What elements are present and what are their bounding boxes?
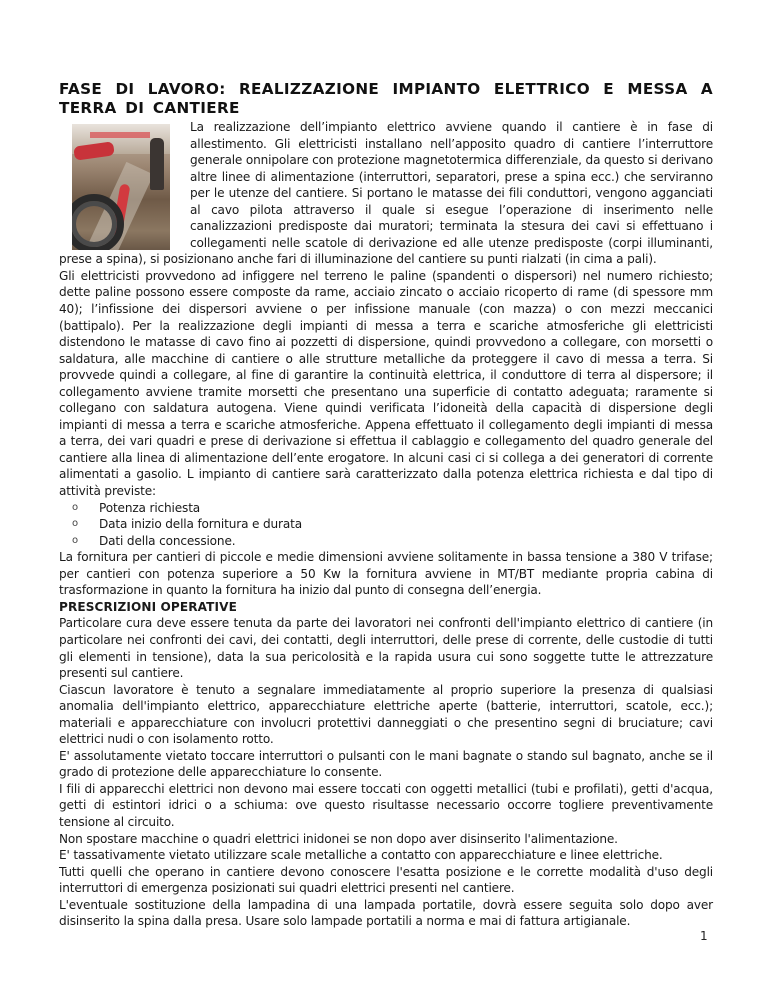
prescription-paragraph: E' tassativamente vietato utilizzare scale metalliche a contatto con apparecchiature e linee elettriche.: [59, 848, 663, 863]
circle-bullet-icon: o: [72, 534, 78, 546]
photo-worker: [150, 138, 164, 190]
prescription-paragraph: Non spostare macchine o quadri elettrici inidonei se non dopo aver disinserito l'alimentazione.: [59, 831, 618, 846]
page-number: 1: [700, 929, 708, 943]
prescription-paragraph: E' assolutamente vietato toccare interruttori o pulsanti con le mani bagnate o stando sul bagnato, anche se il grado di protezione delle apparecchiature lo consente.: [59, 748, 713, 780]
list-item-text: Potenza richiesta: [99, 500, 201, 515]
supply-paragraph: La fornitura per cantieri di piccole e medie dimensioni avviene solitamente in bassa tensione a 380 V trifase; per cantieri con potenza superiore a 50 Kw la fornitura avviene in MT/BT mediante propria cabina di trasformazione in quanto la fornitura ha inizio dal punto di consegna dell’energia.: [59, 550, 713, 598]
grounding-paragraph: Gli elettricisti provvedono ad infiggere nel terreno le paline (spandenti o dispersori) nel numero richiesto; dette paline possono essere composte da rame, acciaio zincato o acciaio ricoperto di rame (di spessore mm 40); l’infissione dei dispersori avviene o per infissione manuale (con mazza) o con mezzi meccanici (battipalo). Per la realizzazione degli impianti di messa a terra e scariche atmosferiche gli elettricisti distendono le matasse di cavo fino ai pozzetti di dispersione, quindi provvedono a collegare, con morsetti o saldatura, alle macchine di cantiere o alle strutture metalliche da proteggere il cavo di messa a terra. Si provvede quindi a collegare, al fine di garantire la continuità elettrica, il conduttore di terra al dispersore; il collegamento avviene tramite morsetti che presentano una superficie di contatto adeguata; raramente si collegano con saldatura autogena. Viene quindi verificata l’idoneità della capacità di dispersione degli impianti di messa a terra e scariche atmosferiche. Appena effettuato il collegamento degli impianti di messa a terra, dei vari quadri e prese di derivazione si effettua il cablaggio e collegamento del quadro generale del cantiere alla linea di alimentazione dell’ente erogatore. In alcuni casi ci si collega a dei generatori di corrente alimentati a gasolio. L impianto di cantiere sarà caratterizzato dalla potenza elettrica richiesta e dal tipo di attività previste:: [59, 268, 713, 499]
circle-bullet-icon: o: [72, 501, 78, 513]
prescription-paragraph: Ciascun lavoratore è tenuto a segnalare immediatamente al proprio superiore la presenza di qualsiasi anomalia dell'impianto elettrico, apparecchiature elettriche aperte (batterie, interruttori, scatole, ecc.); materiali e apparecchiature con involucri protettivi danneggiati o che presentino segni di bruciature; cavi elettrici nudi o con isolamento rotto.: [59, 682, 713, 747]
list-item-text: Data inizio della fornitura e durata: [99, 517, 302, 532]
list-item-text: Dati della concessione.: [99, 533, 236, 548]
document-title: FASE DI LAVORO: REALIZZAZIONE IMPIANTO ELETTRICO E MESSA A TERRA DI CANTIERE: [59, 80, 713, 117]
prescription-paragraph: I fili di apparecchi elettrici non devono mai essere toccati con oggetti metallici (tubi e profilati), getti d'acqua, getti di estintori idrici o a schiuma: ove questo risultasse necessario occorre togliere preventivamente tensione al circuito.: [59, 781, 713, 829]
list-item: [59, 533, 713, 550]
intro-section: [59, 119, 713, 268]
list-item: [59, 500, 713, 517]
section-heading: PRESCRIZIONI OPERATIVE: [59, 599, 237, 614]
circle-bullet-icon: o: [72, 518, 78, 530]
intro-paragraph: La realizzazione dell’impianto elettrico avviene quando il cantiere è in fase di allestimento. Gli elettricisti installano nell’apposito quadro di cantiere l’interruttore generale onnipolare con protezione magnetotermica differenziale, da questo si derivano altre linee di alimentazione (interruttori, separatori, prese a spina ecc.) che serviranno per le utenze del cantiere. Si portano le matasse dei fili conduttori, vengono agganciati al cavo pilota attraverso il quale si esegue l’operazione di inserimento nelle canalizzazioni predisposte dai muratori; terminata la stesura dei cavi si effettuano i collegamenti nelle scatole di derivazione ed alle utenze predisposte (corpi illuminanti, prese a spina), si posizionano anche fari di illuminazione del cantiere su punti rialzati (in cima a pali).: [59, 120, 713, 267]
photo-red-cable-top: [90, 132, 150, 138]
prescription-paragraph: L'eventuale sostituzione della lampadina di una lampada portatile, dovrà essere seguita solo dopo aver disinserito la spina dalla presa. Usare solo lampade portatili a norma e mai di fattura artigianale.: [59, 897, 713, 929]
list-item: [59, 516, 713, 533]
document-page: [59, 80, 713, 930]
requirements-list: [59, 500, 713, 550]
prescription-paragraph: Tutti quelli che operano in cantiere devono conoscere l'esatta posizione e le corrette modalità d'uso degli interruttori di emergenza posizionati sui quadri elettrici presenti nel cantiere.: [59, 864, 713, 896]
construction-site-photo: [72, 124, 170, 250]
prescription-paragraph: Particolare cura deve essere tenuta da parte dei lavoratori nei confronti dell'impianto elettrico di cantiere (in particolare nei confronti dei cavi, dei contatti, degli interruttori, delle prese di corrente, delle custodie di tutti gli elementi in tensione), data la sua pericolosità e la rapida usura cui sono soggette tutte le attrezzature presenti sul cantiere.: [59, 616, 713, 681]
